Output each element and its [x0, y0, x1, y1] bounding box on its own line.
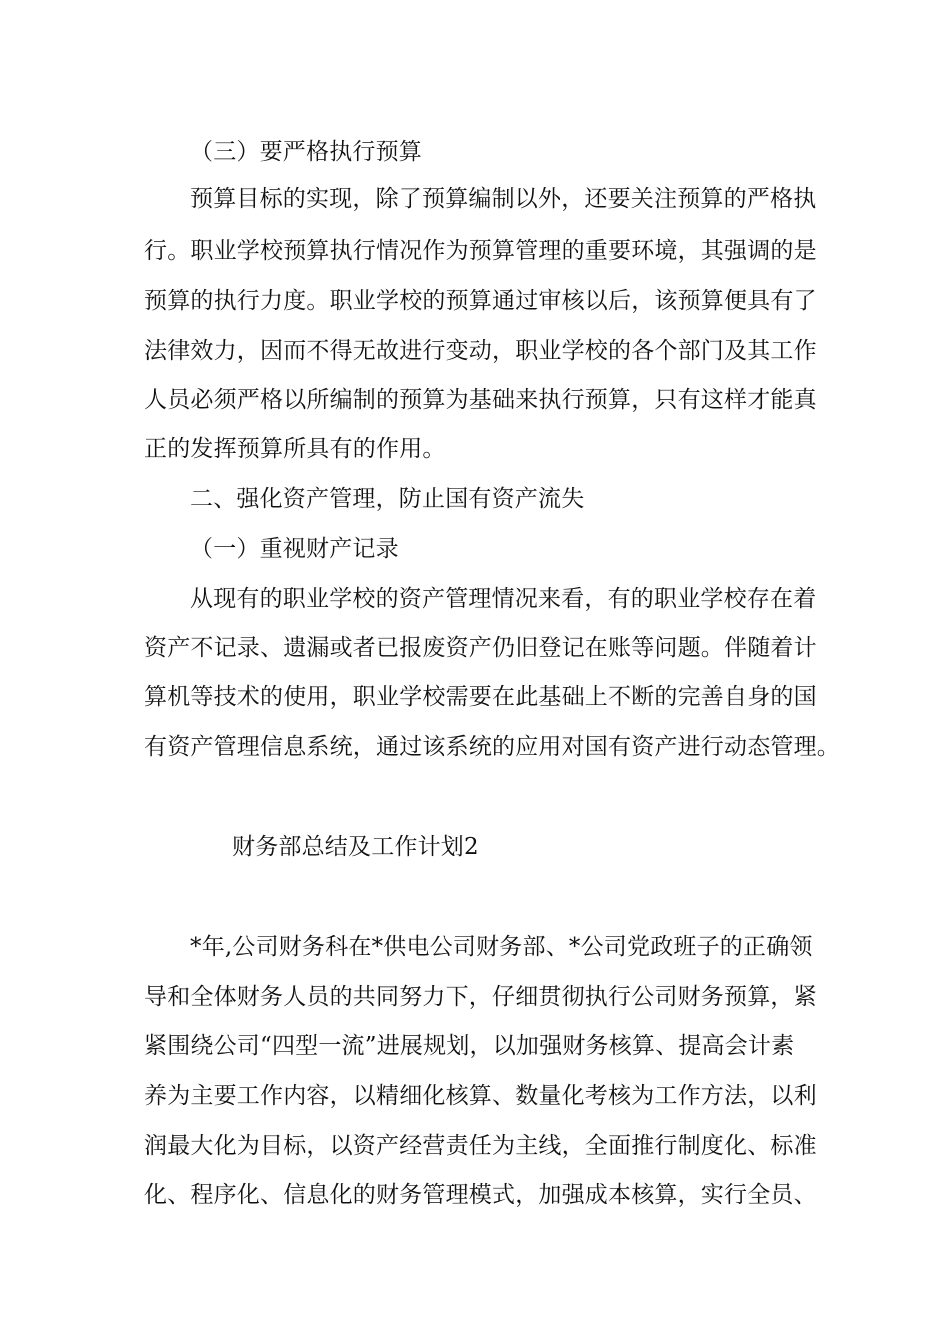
paragraph-line: 化、程序化、信息化的财务管理模式，加强成本核算，实行全员、: [144, 1182, 817, 1208]
paragraph-line: 从现有的职业学校的资产管理情况来看，有的职业学校存在着: [190, 586, 817, 612]
paragraph-line: 紧围绕公司“四型一流”进展规划，以加强财务核算、提高会计素: [144, 1033, 795, 1059]
paragraph-line: 预算的执行力度。职业学校的预算通过审核以后，该预算便具有了: [144, 288, 817, 314]
paragraph-line: 资产不记录、遗漏或者已报废资产仍旧登记在账等问题。伴随着计: [144, 635, 817, 661]
paragraph-line: 润最大化为目标，以资产经营责任为主线，全面推行制度化、标准: [144, 1133, 817, 1159]
paragraph-line: 养为主要工作内容，以精细化核算、数量化考核为工作方法，以利: [144, 1083, 817, 1109]
paragraph-line: 正的发挥预算所具有的作用。: [144, 436, 446, 462]
section-heading-2: 二、强化资产管理，防止国有资产流失: [190, 486, 585, 512]
paragraph-line: 导和全体财务人员的共同努力下，仔细贯彻执行公司财务预算，紧: [144, 984, 817, 1010]
paragraph-line: 算机等技术的使用，职业学校需要在此基础上不断的完善自身的国: [144, 684, 817, 710]
paragraph-line: 行。职业学校预算执行情况作为预算管理的重要环境，其强调的是: [144, 238, 817, 264]
document-title: 财务部总结及工作计划2: [232, 834, 479, 860]
paragraph-line: *年,公司财务科在*供电公司财务部、*公司党政班子的正确领: [190, 934, 813, 960]
paragraph-line: 人员必须严格以所编制的预算为基础来执行预算，只有这样才能真: [144, 387, 817, 413]
paragraph-line: 有资产管理信息系统，通过该系统的应用对国有资产进行动态管理。: [144, 734, 840, 760]
section-heading-3: （三）要严格执行预算: [190, 139, 422, 165]
paragraph-line: 预算目标的实现，除了预算编制以外，还要关注预算的严格执: [190, 186, 817, 212]
subsection-heading-1: （一）重视财产记录: [190, 536, 399, 562]
paragraph-line: 法律效力，因而不得无故进行变动，职业学校的各个部门及其工作: [144, 338, 817, 364]
